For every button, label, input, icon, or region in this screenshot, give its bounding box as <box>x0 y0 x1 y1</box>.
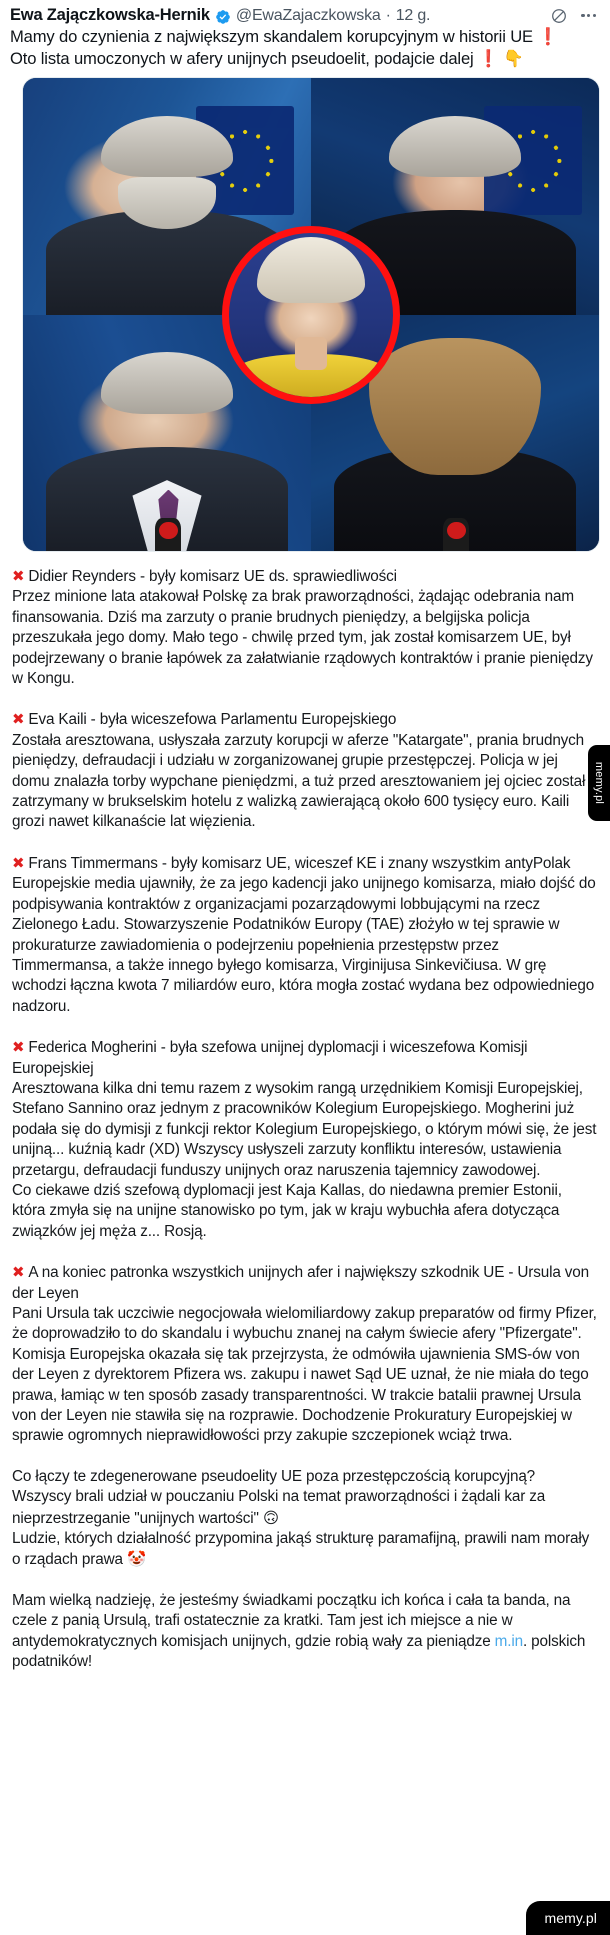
watermark-corner: memy.pl <box>526 1901 610 1935</box>
block-body-2: Co ciekawe dziś szefową dyplomacji jest Kaja Kallas, do niedawna premier Estonii, która zmyła się na unijne stanowisko po tym, jak w kraju wybuchła afera dotycząca związków jej męża z... Rosją. <box>12 1181 562 1240</box>
block-heading-text: Didier Reynders - były komisarz UE ds. sprawiedliwości <box>28 568 397 585</box>
block-heading <box>12 1262 598 1304</box>
microphone-shape <box>155 518 181 551</box>
exclamation-emoji: ❗ <box>537 27 558 46</box>
closing-text-2: Ludzie, których działalność przypomina jakąś strukturę paramafijną, prawili nam morały o rządach prawa <box>12 1530 590 1569</box>
block-heading-text: Federica Mogherini - była szefowa unijnej dyplomacji i wiceszefowa Komisji Europejskiej <box>12 1039 528 1077</box>
exclamation-emoji-2: ❗ <box>478 48 499 68</box>
closing-paragraph-3 <box>12 1591 598 1673</box>
tweet-line1-text: Mamy do czynienia z największym skandalem korupcyjnym w historii UE <box>10 27 533 46</box>
closing-paragraph-1 <box>12 1467 598 1529</box>
clown-face-emoji: 🤡 <box>126 1550 146 1569</box>
neck-shape <box>295 337 328 370</box>
article-block-kaili <box>12 709 598 832</box>
paragraph-gap <box>12 689 598 709</box>
cross-mark-icon: ✖ <box>12 1263 25 1282</box>
article-block-timmermans <box>12 853 598 1017</box>
tweet-timestamp[interactable]: 12 g. <box>395 6 431 24</box>
block-body: Została aresztowana, usłyszała zarzuty korupcji w aferze "Katargate", prania brudnych pieniędzy, defraudacji i udziału w zorganizowanej grupie przestępczej. Policja w jej domu znalazła torby wypchane pieniędzmi, a tuż przed aresztowaniem jej ojciec został zatrzymany w brukselskim hotelu z walizką zawierającą około 600 tysięcy euro. Kaili grozi nawet kilkanaście lat więzienia. <box>12 731 586 831</box>
cross-mark-icon: ✖ <box>12 710 25 729</box>
highlight-circle-von-der-leyen <box>222 226 400 404</box>
closing-text-3b: . polskich podatników! <box>12 1632 586 1671</box>
cross-mark-icon: ✖ <box>12 1038 25 1057</box>
tweet-header <box>0 0 610 25</box>
closing-text-1: Co łączy te zdegenerowane pseudoelity UE poza przestępczością korupcyjną? Wszyscy brali udział w pouczaniu Polski na temat praworządności i żądali kar za nieprzestrzeganie "unijnych wartości" <box>12 1467 546 1527</box>
block-heading <box>12 566 598 587</box>
tweet-line2-text: Oto lista umoczonych w afery unijnych pseudoelit, podajcie dalej <box>10 48 474 68</box>
point-down-emoji: 👇 <box>503 48 524 68</box>
tweet-text-line-1 <box>10 26 600 48</box>
author-display-name[interactable]: Ewa Zajączkowska-Hernik <box>10 6 210 24</box>
article-block-reynders <box>12 566 598 689</box>
ellipsis-icon[interactable] <box>581 14 596 17</box>
watermark-side-tab <box>588 745 610 821</box>
block-heading-text: Eva Kaili - była wiceszefowa Parlamentu Europejskiego <box>28 711 397 729</box>
article-closing <box>12 1467 598 1673</box>
article-body <box>0 552 610 1673</box>
closing-paragraph-2 <box>12 1529 598 1571</box>
block-body: Pani Ursula tak uczciwie negocjowała wielomiliardowy zakup preparatów od firmy Pfizer, że doprowadziło to do skandalu i wybuchu znanej na całym świecie afery "Pfizergate". Komisja Europejska okazała się tak przejrzysta, że odmówiła ujawnienia SMS-ów von der Leyen z dyrektorem Pfizera ws. zakupu i nawet Sąd UE uznał, że nie miała do tego prawa, łamiąc w ten sposób zasady transparentności. W trakcie batalii prawnej Ursula von der Leyen nie stawiła się na rozprawie. Dochodzenie Prokuratury Europejskiej w sprawie ogromnych nieprawidłowości przy zakupie szczepionek wciąż trwa. <box>12 1305 597 1445</box>
block-body: Przez minione lata atakował Polskę za brak praworządności, żądając odebrania nam finansowania. Dziś ma zarzuty o pranie brudnych pieniędzy, a belgijska policja przeszukała jego domy. Mało tego - chwilę przed tym, jak został komisarzem UE, był podejrzewany o branie łapówek za załatwianie rządowych kontraktów i pranie pieniędzy w Kongu. <box>12 588 593 688</box>
block-heading-text: A na koniec patronka wszystkich unijnych afer i największy szkodnik UE - Ursula von der Leyen <box>12 1264 590 1302</box>
tweet-text <box>0 25 610 69</box>
verified-badge-icon <box>215 9 231 25</box>
tweet-media-collage[interactable] <box>22 77 600 552</box>
header-separator: · <box>385 6 391 24</box>
paragraph-gap <box>12 1017 598 1037</box>
block-body: Aresztowana kilka dni temu razem z wysokim rangą urzędnikiem Komisji Europejskiej, Stefano Sannino oraz jednym z pracowników Kolegium Europejskiego. Mogherini już podała się do dymisji z funkcji rektor Kolegium Europejskiego, o którym mówi się, że jest unijną... kuźnią kadr (XD) Wszyscy usłyszeli zarzuty konfliktu interesów, ustawienia przetargu, defraudacji funduszy unijnych oraz naruszenia tajemnicy zawodowej. <box>12 1079 597 1179</box>
closing-text-3a: Mam wielką nadzieję, że jesteśmy świadkami początku ich końca i cała ta banda, na czele z panią Ursulą, trafi ostatecznie za kratki. Tam jest ich miejsce a nie w antydemokratycznych komisjach unijnych, gdzie robią wały za pieniądze <box>12 1591 571 1650</box>
author-handle[interactable]: @EwaZajaczkowska <box>235 6 381 24</box>
hair-shape-4 <box>369 338 542 475</box>
watermark-side-label: memy.pl <box>593 761 605 805</box>
paragraph-gap <box>12 833 598 853</box>
block-heading <box>12 853 598 874</box>
tweet-text-line-2 <box>10 48 600 70</box>
upside-down-face-emoji: 🙃 <box>262 1508 279 1527</box>
block-heading <box>12 1037 598 1079</box>
block-body: Europejskie media ujawniły, że za jego kadencji jako unijnego komisarza, miało dojść do podpisywania kontraktów z organizacjami pozarządowymi lobbującymi na rzecz Zielonego Ładu. Stowarzyszenie Podatników Europy (TAE) złożyło w tej sprawie w prokuraturze zawiadomienia o podejrzeniu popełnienia przestępstw przez Timmermansa, a także innego byłego komisarza, Virginijusa Sinkevičiusa. W grę wchodzi łączna kwota 7 miliardów euro, która mogła zostać wydana bez odpowiedniego nadzoru. <box>12 875 596 1015</box>
block-heading <box>12 709 598 730</box>
inline-link[interactable]: m.in <box>494 1632 523 1650</box>
paragraph-gap <box>12 1242 598 1262</box>
cross-mark-icon: ✖ <box>12 567 25 585</box>
article-block-von-der-leyen <box>12 1262 598 1447</box>
paragraph-gap <box>12 1571 598 1591</box>
hair-shape-5 <box>257 237 365 303</box>
cross-mark-icon: ✖ <box>12 853 25 872</box>
hair-shape-3 <box>101 352 233 413</box>
microphone-shape-2 <box>443 518 469 551</box>
paragraph-gap <box>12 1447 598 1467</box>
circle-slash-icon[interactable] <box>550 7 568 25</box>
block-heading-text: Frans Timmermans - były komisarz UE, wiceszef KE i znany wszystkim antyPolak <box>28 854 571 872</box>
header-actions <box>550 7 600 25</box>
article-block-mogherini <box>12 1037 598 1242</box>
